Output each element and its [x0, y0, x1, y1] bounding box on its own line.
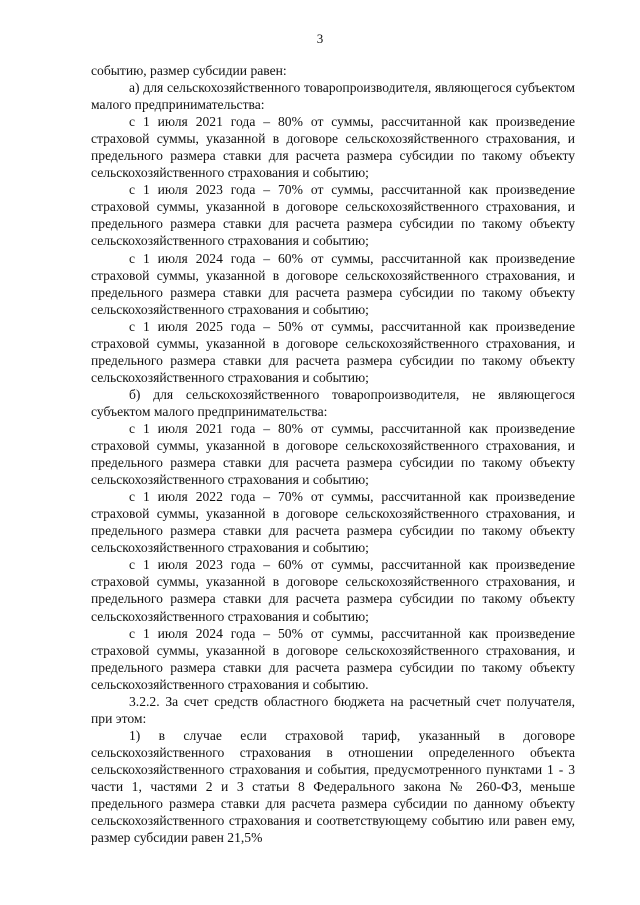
paragraph-a-2024: с 1 июля 2024 года – 60% от суммы, рассчитанной как произведение страховой суммы, указанной в договоре сельскохозяйственного страхования, и предельного размера ставки для расчета размера субсидии по такому объекту сельскохозяйственного страхования и событию; [91, 250, 575, 317]
paragraph-a-2025: с 1 июля 2025 года – 50% от суммы, рассчитанной как произведение страховой суммы, указанной в договоре сельскохозяйственного страхования, и предельного размера ставки для расчета размера субсидии по такому объекту сельскохозяйственного страхования и событию; [91, 318, 575, 385]
paragraph-a-2023: с 1 июля 2023 года – 70% от суммы, рассчитанной как произведение страховой суммы, указанной в договоре сельскохозяйственного страхования, и предельного размера ставки для расчета размера субсидии по такому объекту сельскохозяйственного страхования и событию; [91, 182, 575, 249]
page-number: 3 [316, 31, 324, 46]
paragraph-b-2022: с 1 июля 2022 года – 70% от суммы, рассчитанной как произведение страховой суммы, указанной в договоре сельскохозяйственного страхования, и предельного размера ставки для расчета размера субсидии по такому объекту сельскохозяйственного страхования и событию; [91, 489, 575, 556]
document-body [91, 62, 575, 846]
paragraph-item-1: 1) в случае если страховой тариф, указанный в договоре сельскохозяйственного страхования в отношении определенного объекта сельскохозяйственного страхования и события, предусмотренного пунктами 1 - 3 части 1, частями 2 и 3 статьи 8 Федерального закона № 260-ФЗ, меньше предельного размера ставки для расчета размера субсидии по данному объекту сельскохозяйственного страхования и соответствующему событию или равен ему, размер субсидии равен 21,5% [91, 727, 575, 846]
paragraph-3-2-2: 3.2.2. За счет средств областного бюджета на расчетный счет получателя, при этом: [91, 693, 575, 726]
paragraph-intro: событию, размер субсидии равен: [91, 63, 287, 78]
paragraph-b-2024: с 1 июля 2024 года – 50% от суммы, рассчитанной как произведение страховой суммы, указанной в договоре сельскохозяйственного страхования, и предельного размера ставки для расчета размера субсидии по такому объекту сельскохозяйственного страхования и событию. [91, 625, 575, 692]
paragraph-b: б) для сельскохозяйственного товаропроизводителя, не являющегося субъектом малого предпринимательства: [91, 386, 575, 419]
paragraph-a-2021: с 1 июля 2021 года – 80% от суммы, рассчитанной как произведение страховой суммы, указанной в договоре сельскохозяйственного страхования, и предельного размера ставки для расчета размера субсидии по такому объекту сельскохозяйственного страхования и событию; [91, 114, 575, 181]
paragraph-b-2021: с 1 июля 2021 года – 80% от суммы, рассчитанной как произведение страховой суммы, указанной в договоре сельскохозяйственного страхования, и предельного размера ставки для расчета размера субсидии по такому объекту сельскохозяйственного страхования и событию; [91, 420, 575, 488]
paragraph-a: а) для сельскохозяйственного товаропроизводителя, являющегося субъектом малого предпринимательства: [91, 80, 575, 113]
paragraph-b-2023: с 1 июля 2023 года – 60% от суммы, рассчитанной как произведение страховой суммы, указанной в договоре сельскохозяйственного страхования, и предельного размера ставки для расчета размера субсидии по такому объекту сельскохозяйственного страхования и событию; [91, 557, 575, 624]
